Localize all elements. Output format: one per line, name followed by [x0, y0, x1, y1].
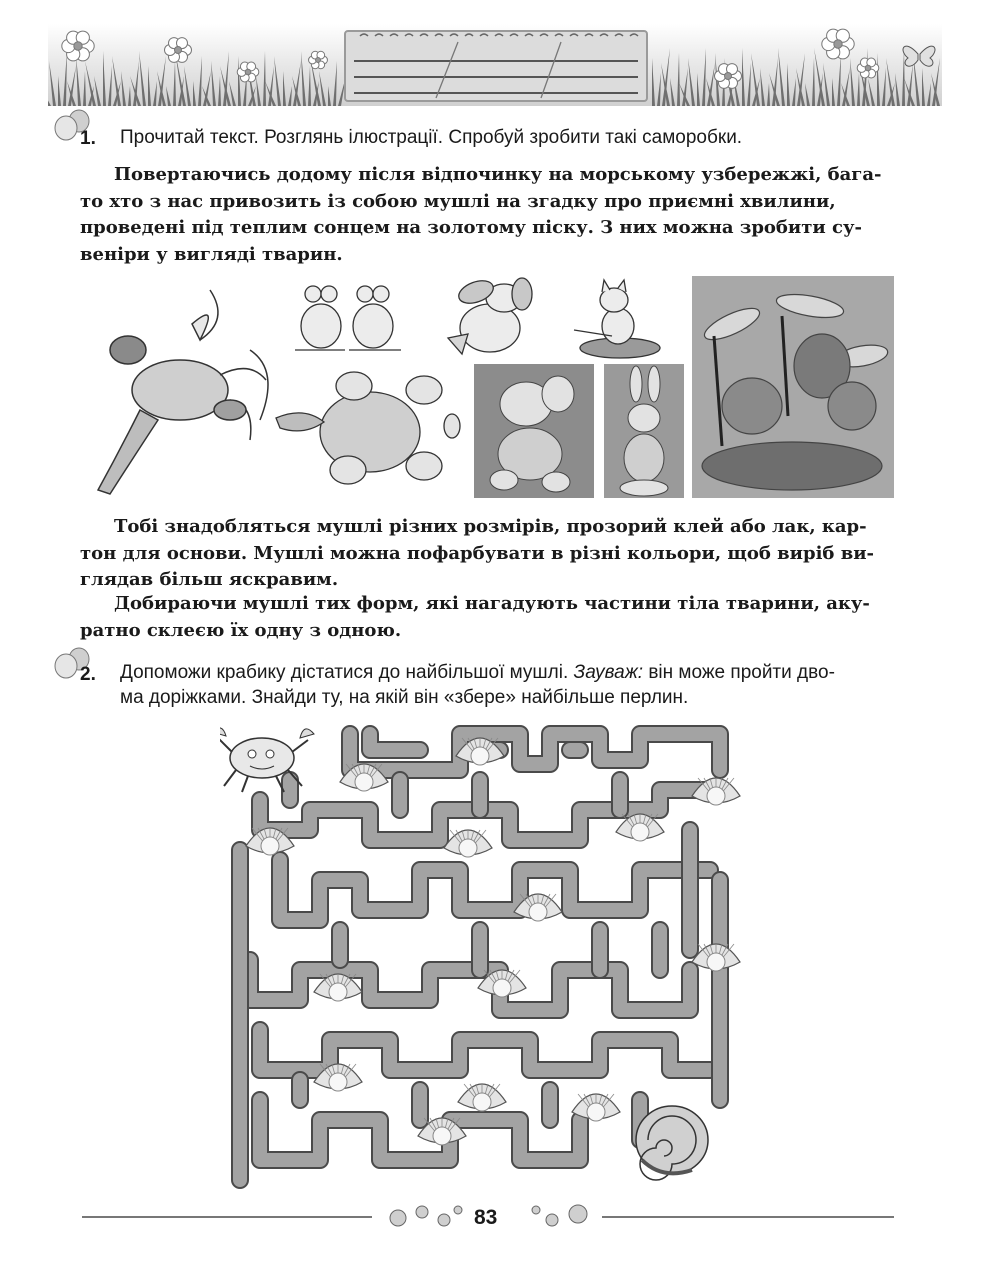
footer-flowers-left-icon — [382, 1200, 466, 1234]
flower-icon — [715, 64, 742, 89]
task-1-number: 1. — [80, 128, 96, 149]
footer-rule-left — [82, 1216, 372, 1218]
page-number: 83 — [474, 1206, 498, 1229]
shell-frogs-illustration — [285, 280, 409, 358]
task-2-instruction: Допоможи крабику дістатися до найбільшої мушлі. Зауваж: він може пройти дво- ма доріжками. Знайди ту, на якій він «збере» найбільше перлин. — [120, 662, 835, 708]
task-2-number: 2. — [80, 664, 96, 685]
shell-cat-on-raft-illustration — [572, 278, 668, 362]
task-1-paragraph-3: Добираючи мушлі тих форм, які нагадують частини тіла тварини, аку- ратно склеєю їх одну з одною. — [80, 593, 870, 641]
maze[interactable] — [220, 720, 750, 1190]
shell-lobster-illustration — [80, 280, 280, 498]
big-seashell-icon — [636, 1106, 708, 1180]
flower-icon — [237, 62, 259, 82]
shell-puppy-photo — [474, 364, 594, 498]
flower-icon — [857, 58, 879, 78]
flower-icon — [309, 51, 328, 68]
crab-icon — [220, 728, 314, 792]
task-1-paragraph-1: Повертаючись додому після відпочинку на морському узбережжі, бага- то хто з нас привозить із собою мушлі на згадку про приємні хвилини, проведені під теплим сонцем на золотому піску. З них можна зробити су- веніри у вигляді тварин. — [80, 164, 882, 265]
shell-frogs-photo — [692, 276, 894, 498]
task-1-paragraph-2: Тобі знадобляться мушлі різних розмірів, прозорий клей або лак, кар- тон для основи. Мушлі можна пофарбувати в різні кольори, щоб виріб ви- глядав більш яскравим. — [80, 516, 875, 590]
pearl-shell-icon — [444, 830, 492, 857]
shell-turtle-illustration — [274, 366, 462, 490]
flower-icon — [62, 31, 94, 61]
footer-rule-right — [602, 1216, 894, 1218]
pearl-shell-icon — [458, 1084, 506, 1111]
flower-icon — [822, 29, 854, 59]
date-writing-box[interactable] — [344, 30, 648, 102]
footer-flowers-right-icon — [526, 1200, 596, 1234]
task-1-instruction: Прочитай текст. Розглянь ілюстрації. Спробуй зробити такі саморобки. — [120, 127, 743, 148]
shell-bunny-photo — [604, 364, 684, 498]
pearl-shell-icon — [692, 944, 740, 971]
shell-dog-illustration — [438, 274, 546, 360]
flower-icon — [165, 38, 192, 63]
